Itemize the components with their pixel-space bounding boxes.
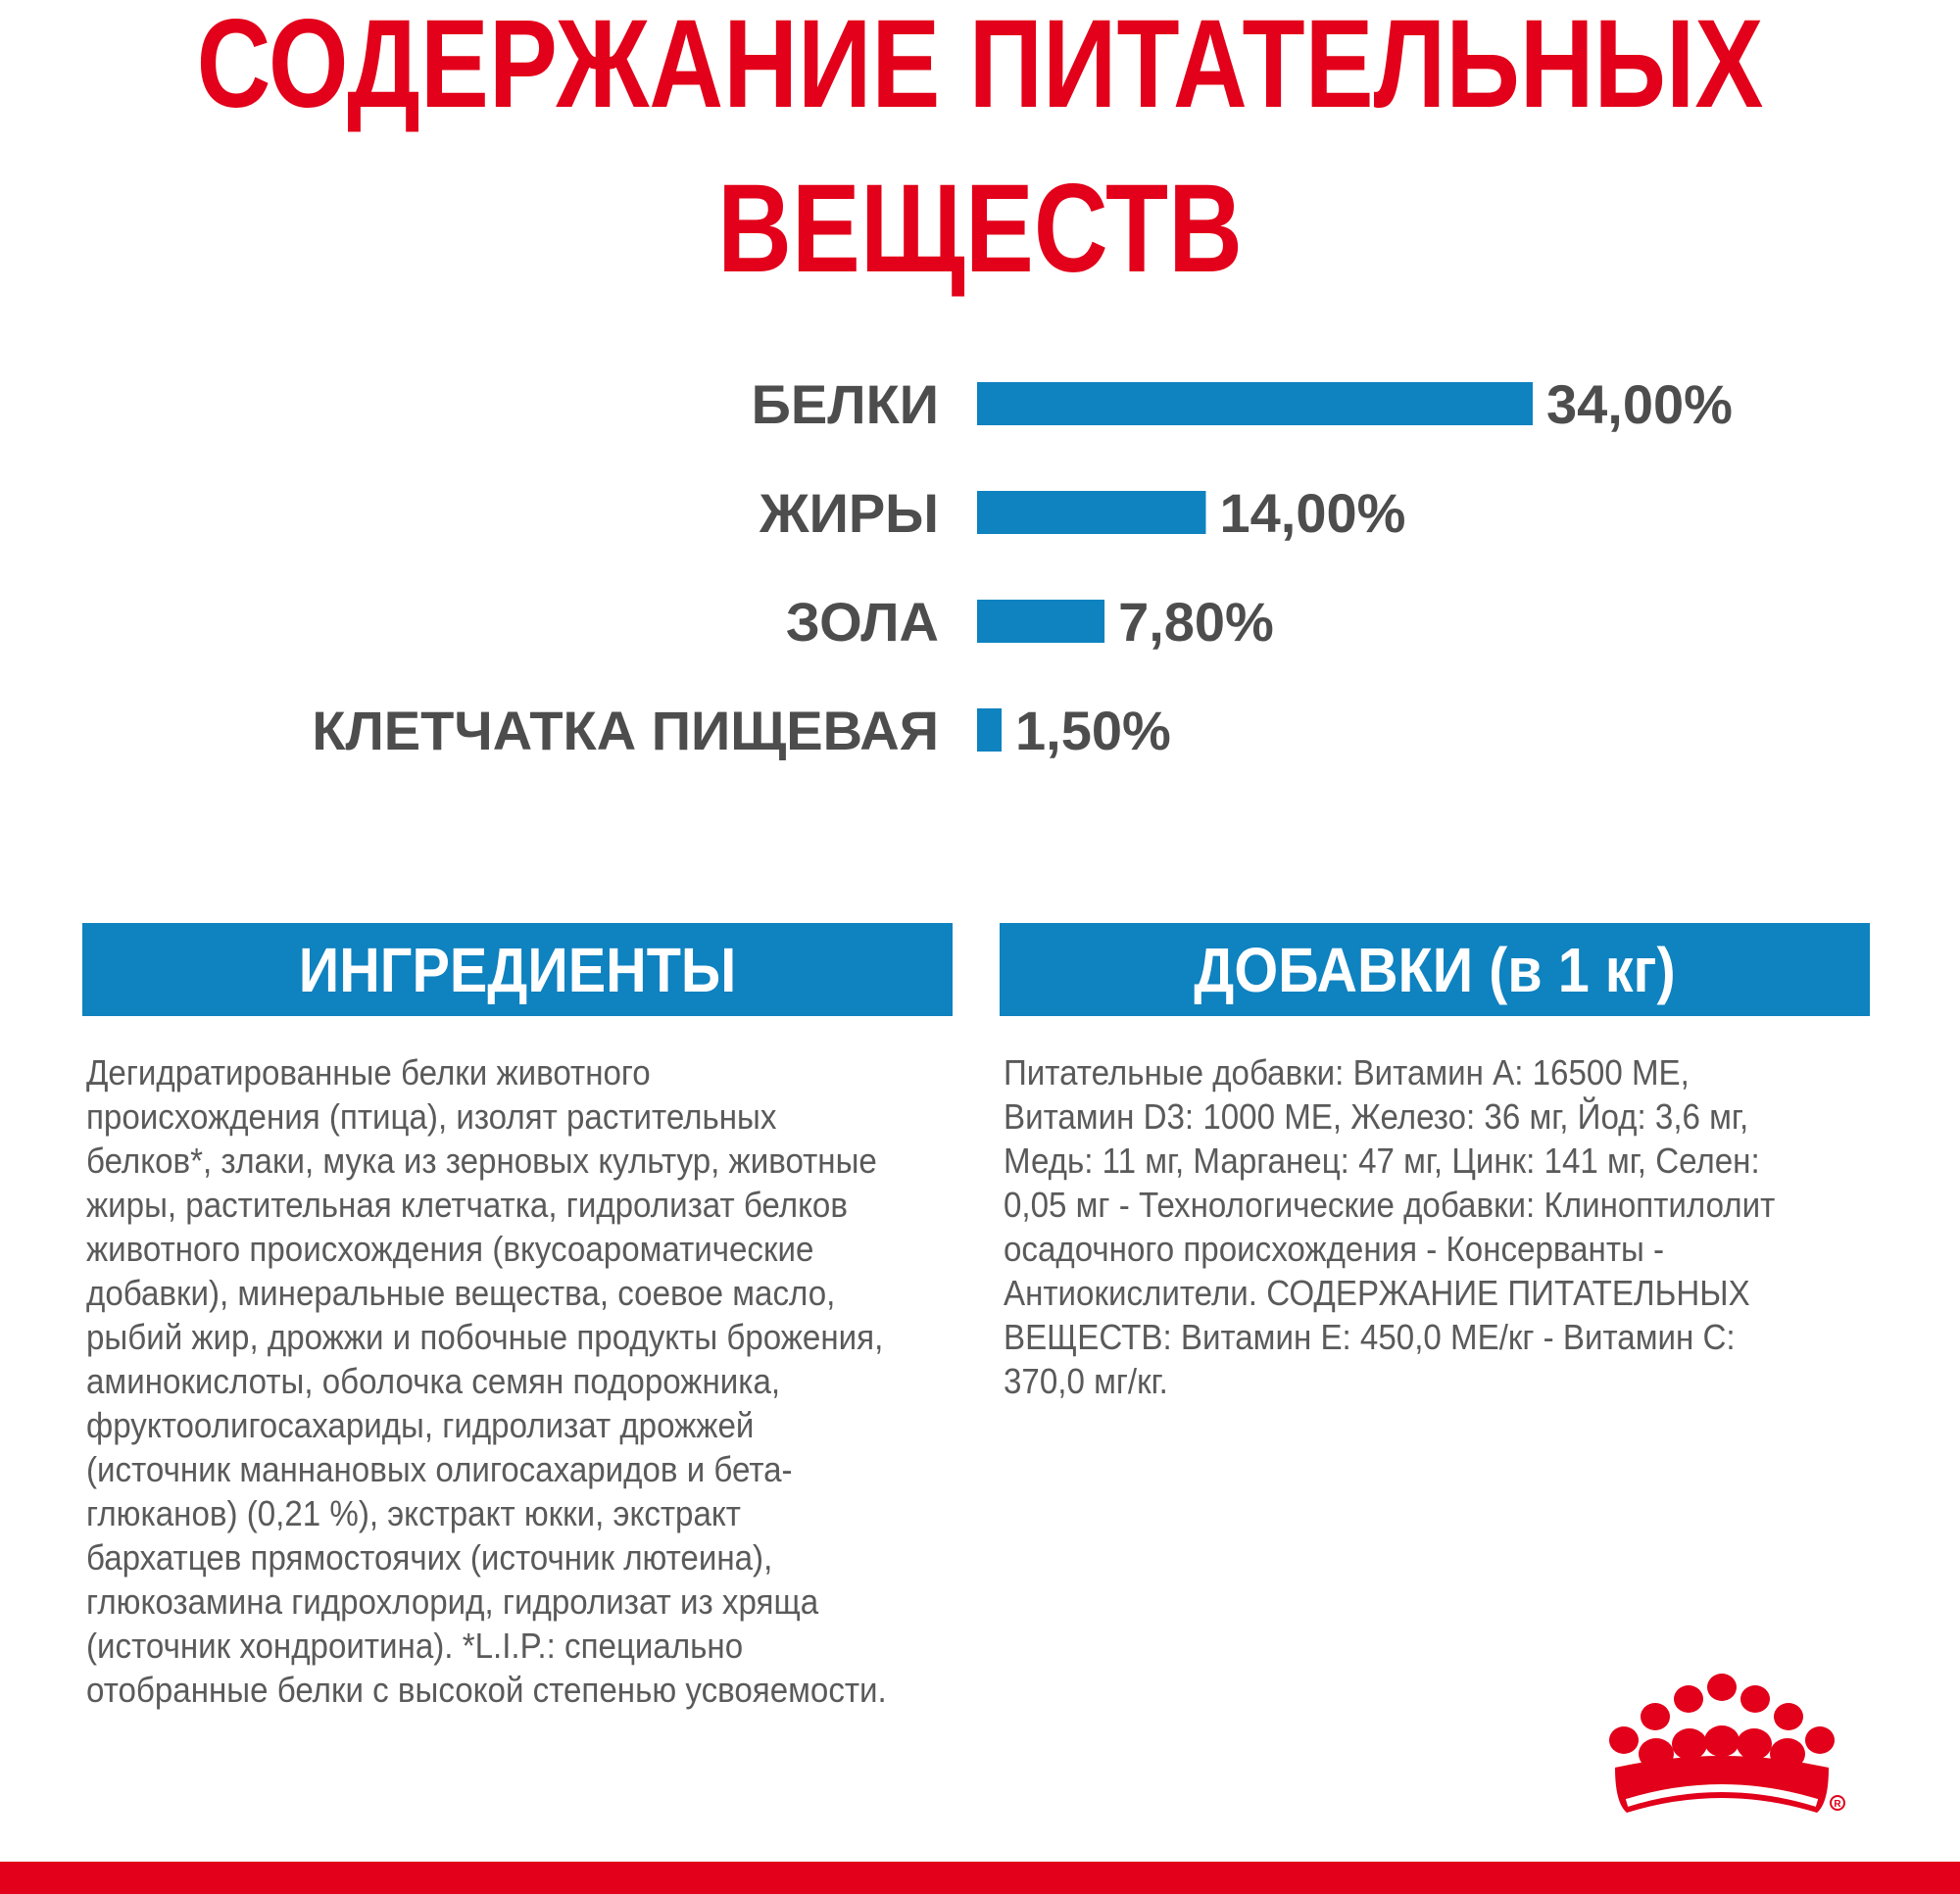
bar-3 bbox=[977, 708, 1002, 752]
ingredients-heading-bar bbox=[82, 923, 953, 1016]
bar-2 bbox=[977, 600, 1104, 643]
bar-label-2: ЗОЛА bbox=[785, 591, 939, 653]
bar-label-0: БЕЛКИ bbox=[751, 373, 939, 435]
additives-heading-bar bbox=[1000, 923, 1870, 1016]
bar-value-label-2: 7,80% bbox=[1118, 591, 1274, 653]
bar-1 bbox=[977, 491, 1205, 534]
ingredients-heading: ИНГРЕДИЕНТЫ bbox=[298, 934, 737, 1005]
svg-text:R: R bbox=[1834, 1799, 1841, 1810]
nutrient-bar-chart bbox=[0, 0, 1960, 862]
bottom-red-stripe bbox=[0, 1862, 1960, 1894]
page-title: СОДЕРЖАНИЕ ПИТАТЕЛЬНЫХ ВЕЩЕСТВ bbox=[196, 0, 1764, 299]
additives-heading: ДОБАВКИ (в 1 кг) bbox=[1194, 934, 1676, 1005]
bar-value-label-1: 14,00% bbox=[1219, 482, 1406, 544]
royal-canin-crown-logo-icon bbox=[1607, 1666, 1872, 1822]
bar-label-1: ЖИРЫ bbox=[759, 482, 939, 544]
additives-text: Питательные добавки: Витамин A: 16500 МЕ, Витамин D3: 1000 МЕ, Железо: 36 мг, Йод: 3,6 мг, Медь: 11 мг, Марганец: 47 мг, Цинк: 141 мг, Селен: 0,05 мг - Технологические добавки: Клиноптилолит осадочного происхождения - Консерванты - Антиокислители. СОДЕРЖАНИЕ ПИТАТЕЛЬНЫХ ВЕЩЕСТВ: Витамин E: 450,0 МЕ/кг - Витамин C: 370,0 мг/кг. bbox=[1004, 1052, 1776, 1401]
bar-value-label-3: 1,50% bbox=[1015, 700, 1171, 761]
ingredients-text: Дегидратированные белки животного происхождения (птица), изолят растительных белков*, злаки, мука из зерновых культур, животные жиры, растительная клетчатка, гидролизат белков животного происхождения (вкусоароматические добавки), минеральные вещества, соевое масло, рыбий жир, дрожжи и побочные продукты брожения, аминокислоты, оболочка семян подорожника, фруктоолигосахариды, гидролизат дрожжей (источник маннановых олигосахаридов и бета-глюканов) (0,21 %), экстракт юкки, экстракт бархатцев прямостоячих (источник лютеина), глюкозамина гидрохлорид, гидролизат из хряща (источник хондроитина). *L.I.P.: специально отобранные белки с высокой степенью усвояемости. bbox=[86, 1052, 887, 1710]
bar-value-label-0: 34,00% bbox=[1546, 373, 1733, 435]
bar-0 bbox=[977, 382, 1533, 425]
bar-label-3: КЛЕТЧАТКА ПИЩЕВАЯ bbox=[312, 700, 939, 761]
